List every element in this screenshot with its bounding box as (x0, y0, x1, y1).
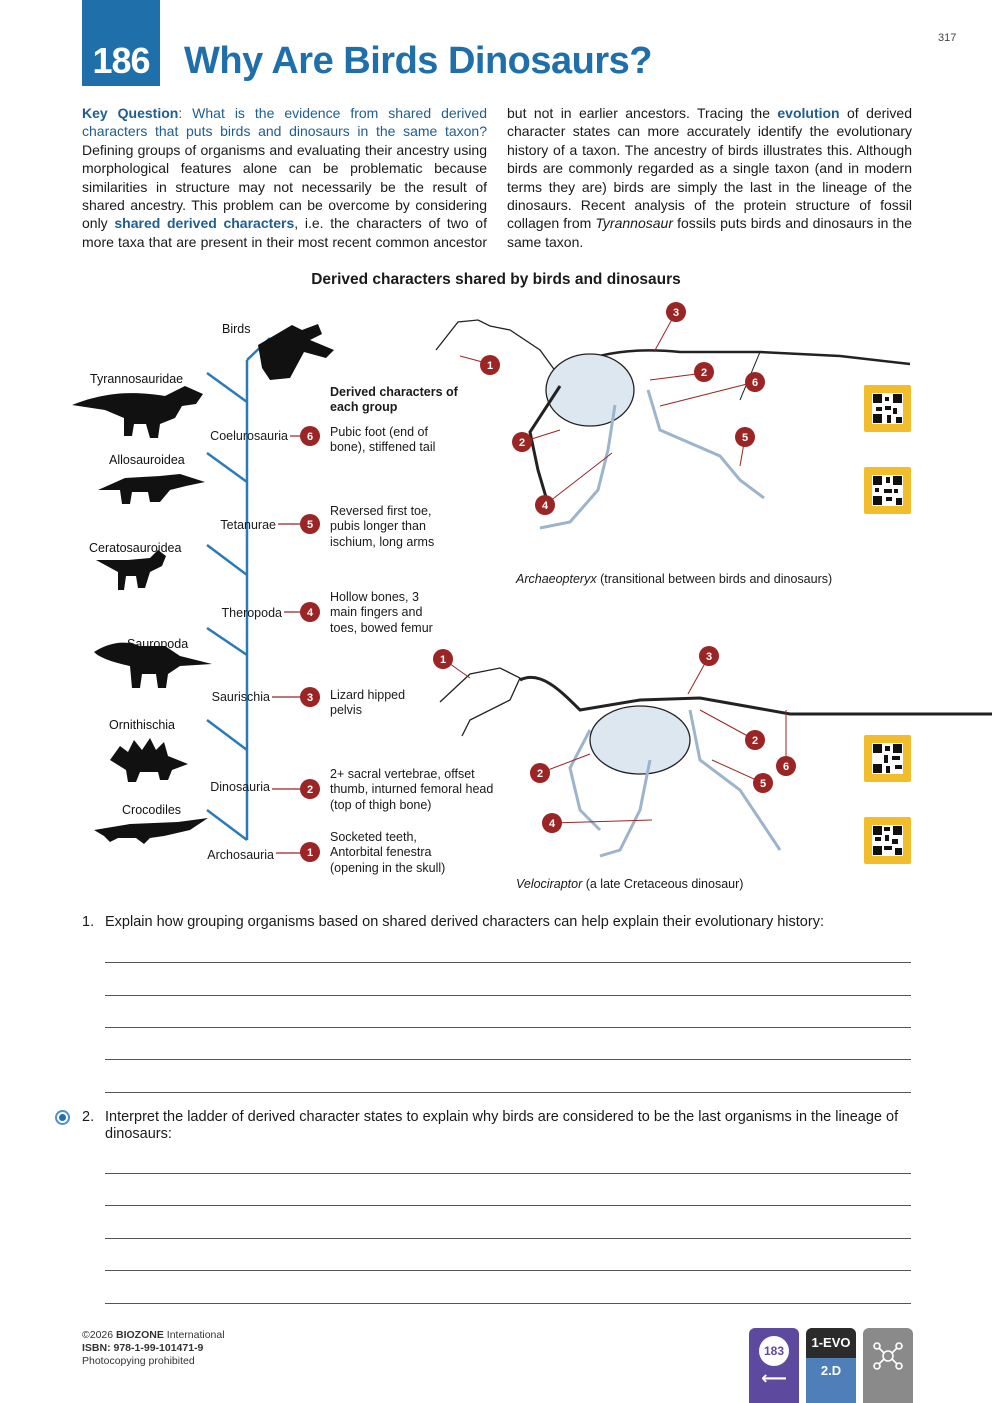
intro-paragraph-1-end: , i.e. the characters of two of more taxa that are present in their most recent common ancestor but not in earlier ancestors. Tracing the (82, 105, 778, 250)
characters-archosauria: Socketed teeth, Antorbital fenestra (opening in the skull) (330, 830, 446, 875)
archaeopteryx-skeleton (436, 320, 910, 528)
taxon-ceratosauroidea: Ceratosauroidea (89, 541, 182, 555)
node-coelurosauria: Coelurosauria (210, 429, 288, 443)
link-activity-number: 183 (759, 1336, 789, 1366)
page-number: 317 (938, 32, 957, 44)
node-dinosauria: Dinosauria (210, 780, 270, 794)
tyrannosaur-silhouette (72, 386, 203, 438)
characters-theropoda: Hollow bones, 3 main fingers and toes, bowed femur (330, 590, 433, 635)
arrow-left-icon: ⟵ (761, 1368, 787, 1388)
question-1-text: Explain how grouping organisms based on shared derived characters can help explain their evolutionary history: (105, 914, 824, 930)
curriculum-code-badge[interactable] (806, 1328, 856, 1403)
answer-line-1b[interactable] (105, 995, 911, 996)
activity-number: 186 (92, 40, 150, 81)
footer (82, 1329, 225, 1368)
arch-marker-2b: 2 (518, 437, 526, 449)
term-shared-derived-characters: shared derived characters (114, 215, 295, 232)
archaeopteryx-name: Archaeopteryx (516, 572, 597, 586)
arch-marker-4: 4 (541, 500, 549, 512)
network-icon (863, 1328, 913, 1388)
code-top: 1-EVO (806, 1328, 856, 1358)
qr-code-icon (864, 467, 911, 514)
node-theropoda: Theropoda (221, 606, 282, 620)
key-question-label: Key Question (82, 105, 179, 121)
arch-marker-6: 6 (751, 377, 759, 389)
characters-coelurosauria: Pubic foot (end of bone), stiffened tail (330, 425, 436, 455)
characters-dinosauria: 2+ sacral vertebrae, offset thumb, inturned femoral head (top of thigh bone) (330, 767, 494, 812)
answer-line-1a[interactable] (105, 962, 911, 963)
arch-marker-5: 5 (741, 432, 749, 444)
question-2 (82, 1109, 905, 1143)
arch-marker-1: 1 (486, 360, 494, 372)
taxon-tyrannosauridae: Tyrannosauridae (90, 372, 184, 386)
node-number-5: 5 (306, 519, 314, 531)
link-activity-badge[interactable] (749, 1328, 799, 1403)
intro-paragraph-1: Defining groups of organisms and evaluating their ancestry using morphological features alone can be problematic because similarities in structure may not necessarily be the result of shared ancestry. This problem can be overcome by considering only (82, 141, 487, 232)
velo-marker-2a: 2 (751, 735, 759, 747)
qr-code-2[interactable] (864, 467, 911, 514)
node-number-4: 4 (306, 607, 314, 619)
isbn: ISBN: 978-1-99-101471-9 (82, 1342, 204, 1354)
node-number-1: 1 (306, 847, 314, 859)
velociraptor-caption (516, 877, 743, 891)
concept-map-badge[interactable] (863, 1328, 913, 1403)
velo-marker-3: 3 (705, 651, 713, 663)
velociraptor-name: Velociraptor (516, 877, 583, 891)
intro-paragraph-2-end: fossils puts birds and dinosaurs in the same taxon. (507, 215, 912, 250)
code-bottom: 2.D (820, 1363, 842, 1378)
characters-saurischia: Lizard hipped pelvis (330, 688, 406, 718)
taxon-allosauroidea: Allosauroidea (109, 453, 185, 467)
activity-number-tab (82, 0, 160, 86)
archaeopteryx-caption (516, 572, 832, 586)
velo-marker-2b: 2 (536, 768, 544, 780)
allosaur-silhouette (98, 474, 205, 504)
answer-line-2e[interactable] (105, 1303, 911, 1304)
ceratosaur-silhouette (96, 550, 166, 590)
arch-marker-2a: 2 (700, 367, 708, 379)
question-2-number: 2. (82, 1109, 95, 1125)
intro-paragraph-2: of derived character states can more accurately identify the evolutionary history of a taxon. The ancestry of birds illustrates this. Although birds are commonly regarded as a single taxon (and in modern terms they are) birds are simply the last in the lineage of the dinosaurs. Recent analysis of the protein structure of fossil collagen from (507, 105, 912, 232)
diagram-title: Derived characters shared by birds and dinosaurs (311, 271, 681, 288)
photocopy-notice: Photocopying prohibited (82, 1355, 195, 1367)
answer-line-2b[interactable] (105, 1205, 911, 1206)
copyright-prefix: ©2026 (82, 1329, 117, 1341)
velo-marker-1: 1 (439, 654, 447, 666)
node-saurischia: Saurischia (211, 690, 270, 704)
intro-text (82, 104, 912, 254)
taxon-crocodiles: Crocodiles (122, 803, 182, 817)
answer-line-1e[interactable] (105, 1092, 911, 1093)
node-number-markers (298, 424, 324, 864)
answer-line-1c[interactable] (105, 1027, 911, 1028)
bird-silhouette (258, 324, 334, 380)
archaeopteryx-description: (transitional between birds and dinosaurs) (596, 572, 833, 586)
node-number-6: 6 (306, 431, 314, 443)
copyright (82, 1329, 225, 1342)
velo-marker-4: 4 (548, 818, 556, 830)
brand-name: BIOZONE (116, 1329, 164, 1341)
qr-code-icon (864, 817, 911, 864)
qr-code-1[interactable] (864, 385, 911, 432)
crocodile-silhouette (94, 818, 208, 844)
qr-code-3[interactable] (864, 735, 911, 782)
taxon-birds: Birds (222, 322, 251, 336)
tyrannosaur-italic: Tyrannosaur (595, 215, 673, 232)
taxa-silhouettes (72, 324, 334, 844)
qr-code-icon (864, 385, 911, 432)
derived-characters-header: Derived characters of each group (330, 385, 458, 414)
answer-line-1d[interactable] (105, 1059, 911, 1060)
page-title: Why Are Birds Dinosaurs? (184, 40, 653, 82)
arch-marker-3: 3 (672, 307, 680, 319)
characters-tetanurae: Reversed first toe, pubis longer than ischium, long arms (330, 504, 435, 549)
node-tetanurae: Tetanurae (220, 518, 276, 532)
copyright-suffix: International (163, 1329, 225, 1341)
velo-marker-5: 5 (759, 778, 767, 790)
question-1 (82, 914, 902, 931)
question-1-number: 1. (82, 914, 95, 930)
velo-marker-6: 6 (782, 761, 790, 773)
qr-code-icon (864, 735, 911, 782)
answer-line-2d[interactable] (105, 1270, 911, 1271)
node-number-2: 2 (306, 784, 314, 796)
node-number-3: 3 (306, 692, 314, 704)
term-evolution: evolution (777, 105, 840, 121)
cladogram-ladder (207, 338, 270, 840)
taxon-sauropoda: Sauropoda (127, 637, 189, 651)
answer-line-2c[interactable] (105, 1238, 911, 1239)
qr-code-4[interactable] (864, 817, 911, 864)
target-icon (55, 1110, 70, 1125)
answer-line-2a[interactable] (105, 1173, 911, 1174)
velociraptor-description: (a late Cretaceous dinosaur) (582, 877, 744, 891)
question-2-text: Interpret the ladder of derived character states to explain why birds are considered to be the last organisms in the lineage of dinosaurs: (105, 1109, 899, 1142)
stegosaur-silhouette (110, 738, 188, 782)
key-question-text: : What is the evidence from shared derived characters that puts birds and dinosaurs in the same taxon? (82, 105, 487, 140)
taxon-ornithischia: Ornithischia (109, 718, 175, 732)
node-archosauria: Archosauria (207, 848, 274, 862)
